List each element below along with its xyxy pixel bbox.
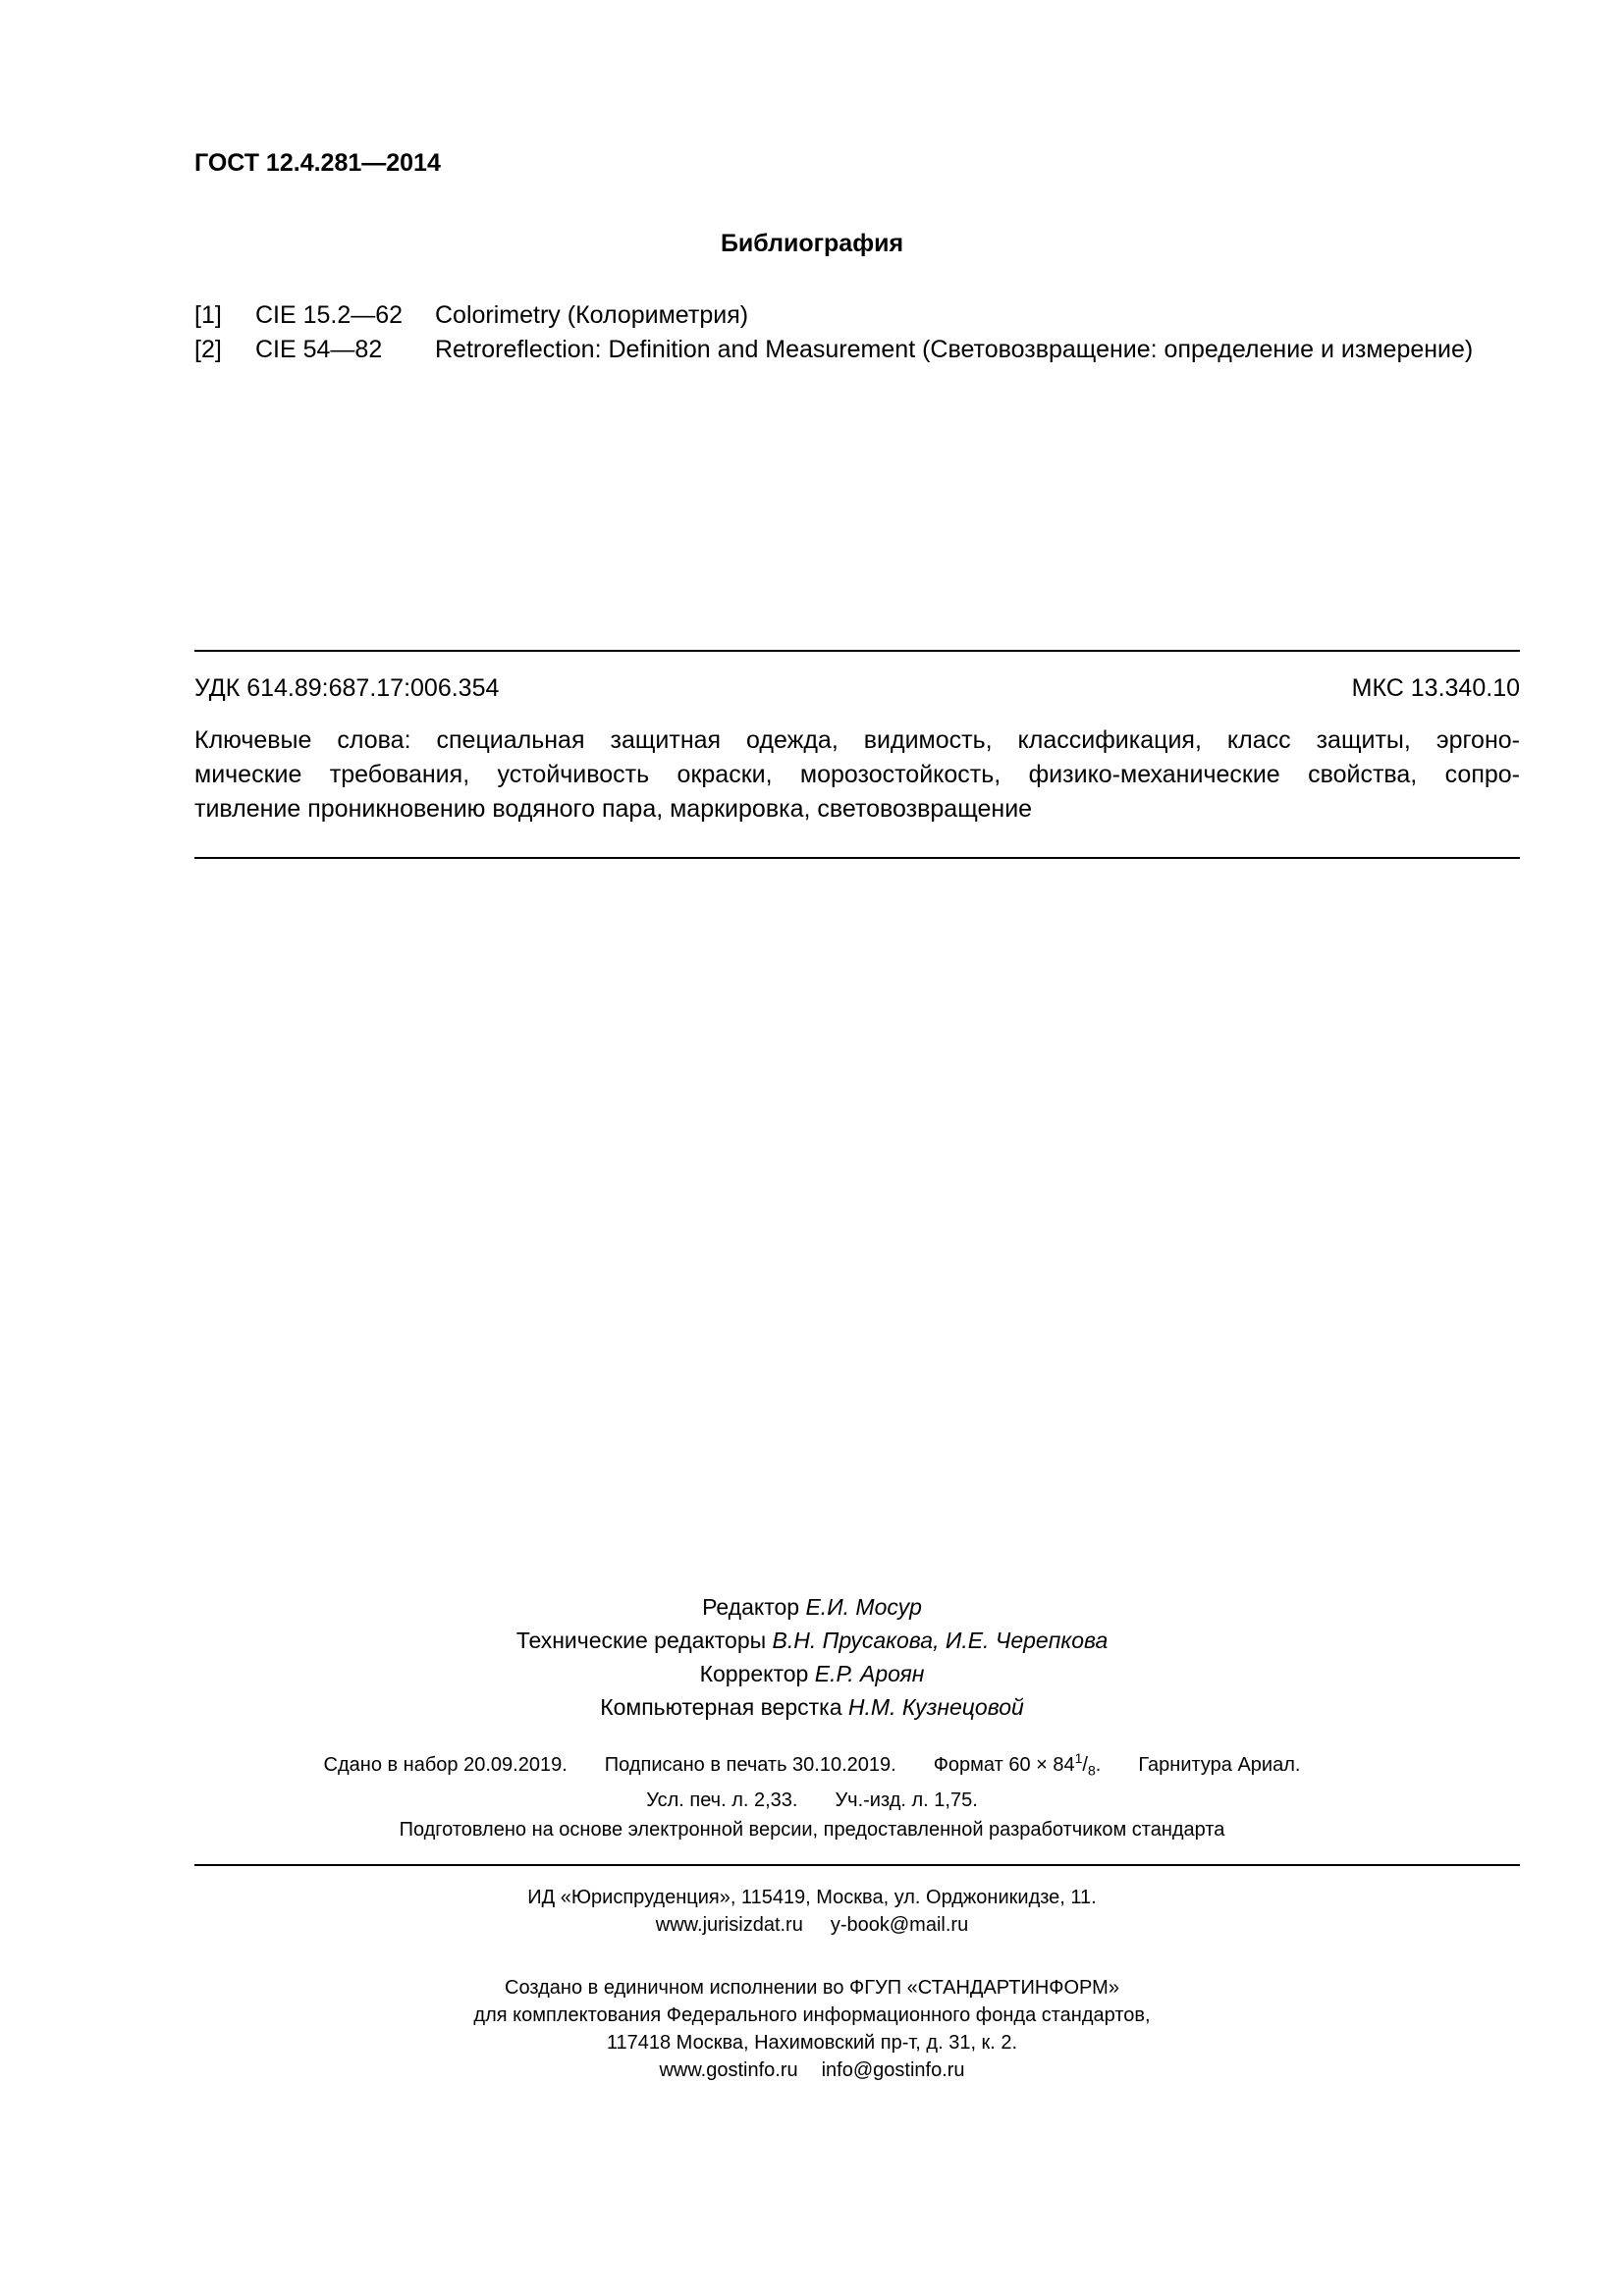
editor-line: Редактор Е.И. Мосур — [702, 1594, 922, 1620]
publication-sheets: Уч.-изд. л. 1,75. — [835, 1789, 978, 1811]
bibliography-item-title: Retroreflection: Definition and Measurement (Световозвращение: определение и измерение) — [435, 336, 1474, 363]
signed-date: Подписано в печать 30.10.2019. — [604, 1753, 896, 1776]
publisher-contacts — [0, 1911, 1624, 1939]
publisher-address: ИД «Юриспруденция», 115419, Москва, ул. Орджоникидзе, 11. — [527, 1887, 1097, 1908]
print-info-row — [0, 1743, 1624, 1786]
gostinfo-email-link[interactable]: info@gostinfo.ru — [821, 2059, 965, 2081]
created-block — [0, 1974, 1624, 2084]
created-line: Создано в единичном исполнении во ФГУП «СТАНДАРТИНФОРМ» — [505, 1977, 1119, 1999]
publisher-site-link[interactable]: www.jurisizdat.ru — [655, 1914, 803, 1936]
bibliography-item-number: [1] — [194, 301, 222, 329]
credits-block — [0, 1590, 1624, 1724]
divider-top — [194, 650, 1520, 652]
bibliography-item-title: Colorimetry (Колориметрия) — [435, 301, 749, 329]
print-info-row — [0, 1786, 1624, 1815]
bibliography-item — [194, 333, 1520, 367]
corrector-line: Корректор Е.Р. Ароян — [699, 1661, 925, 1686]
bibliography-title: Библиография — [720, 230, 904, 257]
keywords-line: тивление проникновению водяного пара, маркировка, световозвращение — [194, 795, 1033, 823]
paper-format: Формат $60 \times 84^1/_8$. — [933, 1750, 1102, 1779]
bibliography-list — [194, 298, 1520, 367]
mks-code: МКС 13.340.10 — [1351, 674, 1520, 702]
publisher-email-link[interactable]: y-book@mail.ru — [830, 1914, 969, 1936]
corrector-name: Е.Р. Ароян — [814, 1661, 925, 1686]
layout-line: Компьютерная верстка Н.М. Кузнецовой — [600, 1694, 1024, 1720]
layout-name: Н.М. Кузнецовой — [847, 1694, 1024, 1720]
tech-editors-line: Технические редакторы В.Н. Прусакова, И.Е. Черепкова — [515, 1628, 1109, 1653]
tech-editors-names: В.Н. Прусакова, И.Е. Черепкова — [772, 1628, 1109, 1653]
publisher-block — [0, 1884, 1624, 1939]
bibliography-item — [194, 298, 1520, 333]
keywords-line: мические требования, устойчивость окраски, морозостойкость, физико-механические свойства, сопро- — [194, 761, 1520, 788]
print-sheets: Усл. печ. л. 2,33. — [646, 1789, 798, 1811]
document-code: ГОСТ 12.4.281—2014 — [194, 149, 441, 177]
bibliography-item-number: [2] — [194, 336, 222, 363]
divider-keywords — [194, 857, 1520, 859]
typeface: Гарнитура Ариал. — [1138, 1753, 1301, 1776]
bibliography-item-code: CIE 15.2—62 — [255, 301, 404, 329]
print-info — [0, 1743, 1624, 1815]
bibliography-item-code: CIE 54—82 — [255, 336, 383, 363]
editor-name: Е.И. Мосур — [805, 1594, 922, 1620]
created-address: 117418 Москва, Нахимовский пр-т, д. 31, к. 2. — [606, 2032, 1018, 2054]
divider-bottom — [194, 1864, 1520, 1866]
gostinfo-site-link[interactable]: www.gostinfo.ru — [659, 2059, 798, 2081]
keywords-paragraph — [194, 723, 1520, 827]
prepared-note: Подготовлено на основе электронной версии, предоставленной разработчиком стандарта — [399, 1819, 1225, 1841]
keywords-line: Ключевые слова: специальная защитная одежда, видимость, классификация, класс защиты, эргоно- — [194, 726, 1520, 754]
created-contacts — [0, 2056, 1624, 2084]
created-line: для комплектования Федерального информационного фонда стандартов, — [473, 2004, 1151, 2026]
typeset-date: Сдано в набор 20.09.2019. — [323, 1753, 568, 1776]
udk-code: УДК 614.89:687.17:006.354 — [194, 674, 500, 702]
